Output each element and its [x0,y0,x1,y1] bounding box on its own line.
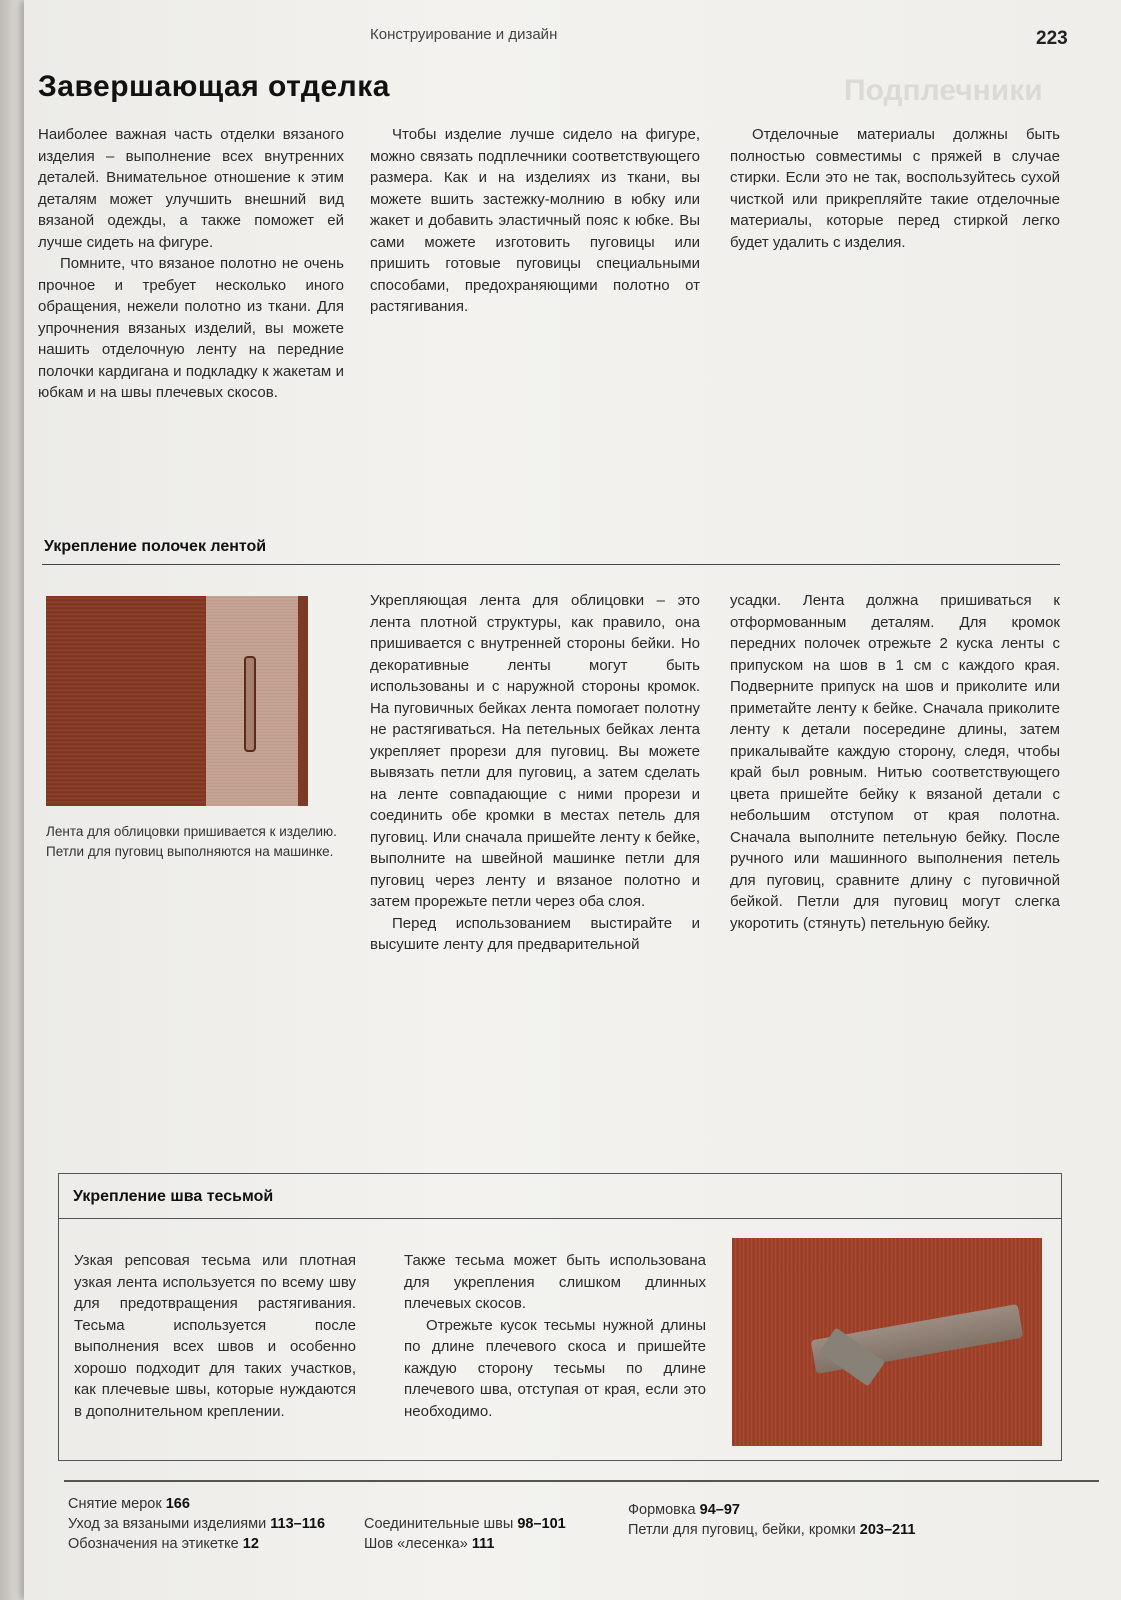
body-paragraph: Узкая репсовая тесьма или плотная узкая лента используется по всему шву для предотвращения растягивания. Тесьма используется после выполнения всех швов и особенно хорошо подходит для таких участков, как плечевые швы, которые нуждаются в дополнительном креплении. [74,1252,356,1420]
body-paragraph: усадки. Лента должна пришиваться к отформованным деталям. Для кромок передних полочек отрежьте 2 куска ленты с припуском на шов в 1 см с каждого края. Подверните припуск на шов и приколите или приметайте ленту к бейке. Сначала приколите ленту к детали посередине длины, затем прикалывайте каждую сторону, следя, чтобы край был ровным. Нитью соответствующего цвета пришейте бейку к вязаной детали с небольшим отступом от края полотна. Сначала выполните петельную бейку. После ручного или машинного выполнения петель для пуговиц, сравните длину с пуговичной бейкой. Петли для пуговиц могут слегка укоротить (стянуть) петельную бейку. [730,592,1060,932]
buttonhole [244,656,256,752]
box-heading-rule [59,1218,1061,1219]
cross-ref[interactable]: Обозначения на этикетке 12 [68,1536,259,1552]
page-number: 223 [1036,28,1068,49]
section-rule [42,564,1060,565]
cross-ref[interactable]: Соединительные швы 98–101 [364,1516,566,1532]
section1-column-2 [370,590,700,956]
section-heading-seam-tape: Укрепление шва тесьмой [73,1188,274,1205]
cross-ref-column-3 [628,1500,915,1540]
show-through-heading: Подплечники [844,74,1043,107]
body-paragraph: Также тесьма может быть использована для укрепления слишком длинных плечевых скосов. [404,1252,706,1312]
intro-column-3 [730,124,1060,253]
book-spine [0,0,24,1600]
book-page [24,0,1121,1600]
knitted-edge [298,596,308,806]
cross-ref[interactable]: Снятие мерок 166 [68,1496,190,1512]
cross-ref[interactable]: Уход за вязаными изделиями 113–116 [68,1516,326,1532]
intro-paragraph: Помните, что вязаное полотно не очень прочное и требует несколько иного обращения, нежели полотно из ткани. Для упрочнения вязаных изделий, вы можете нашить отделочную ленту на передние полочки кардигана и подкладку к жакетам и юбкам и на швы плечевых скосов. [38,255,344,401]
footer-rule [64,1480,1099,1482]
cross-ref-column-1 [68,1494,325,1554]
page-title: Завершающая отделка [38,70,390,103]
intro-column-1 [38,124,344,404]
intro-column-2 [370,124,700,318]
cross-ref-column-2 [364,1514,566,1554]
intro-paragraph: Чтобы изделие лучше сидело на фигуре, можно связать подплечники соответствующего размера. Как и на изделиях из ткани, вы можете вшить застежку-молнию в юбку или жакет и добавить эластичный пояс к юбке. Вы сами можете изготовить пуговицы или пришить готовые пуговицы специальными способами, предохраняющими полотно от растягивания. [370,126,700,315]
section1-column-3 [730,590,1060,934]
section2-column-1 [74,1250,356,1422]
ribbon-tape [206,596,308,806]
section2-column-2 [404,1250,706,1422]
seam-tape-photo [732,1238,1042,1446]
body-paragraph: Отрежьте кусок тесьмы нужной длины по длине плечевого скоса и пришейте каждую сторону тесьмы по длине плечевого шва, отступая от края, если это необходимо. [404,1316,706,1420]
body-paragraph: Укрепляющая лента для облицовки – это лента плотной структуры, как правило, она пришивается с внутренней стороны бейки. Но декоративные ленты могут быть использованы и с наружной стороны кромок. На пуговичных бейках лента помогает полотну не растягиваться. На петельных бейках лента укрепляет прорези для пуговиц. Вы можете вывязать петли для пуговиц, а затем сделать на ленте совпадающие с ними прорези и соединить обе кромки в местах петель для пуговиц. Или сначала пришейте ленту к бейке, выполните на швейной машинке петли для пуговиц через ленту и вязаное полотно и затем прорежьте петли через оба слоя. [370,592,700,910]
intro-paragraph: Наиболее важная часть отделки вязаного изделия – выполнение всех внутренних деталей. Внимательное отношение к этим деталям может улучшить внешний вид вязаной одежды, а также поможет ей лучше сидеть на фигуре. [38,126,344,251]
cross-ref[interactable]: Формовка 94–97 [628,1502,740,1518]
cross-ref[interactable]: Шов «лесенка» 111 [364,1536,495,1552]
photo-caption: Лента для облицовки пришивается к изделию. Петли для пуговиц выполняются на машинке. [46,824,337,859]
section-heading-facing-tape: Укрепление полочек лентой [44,538,267,555]
running-head: Конструирование и дизайн [370,26,558,43]
body-paragraph: Перед использованием выстирайте и высушите ленту для предварительной [370,914,700,953]
ribbon-facing-photo [46,596,308,806]
cross-ref[interactable]: Петли для пуговиц, бейки, кромки 203–211 [628,1522,916,1538]
intro-paragraph: Отделочные материалы должны быть полностью совместимы с пряжей в случае стирки. Если это не так, воспользуйтесь сухой чисткой или прикрепляйте такие отделочные материалы, которые перед стиркой легко будет удалить с изделия. [730,126,1060,251]
